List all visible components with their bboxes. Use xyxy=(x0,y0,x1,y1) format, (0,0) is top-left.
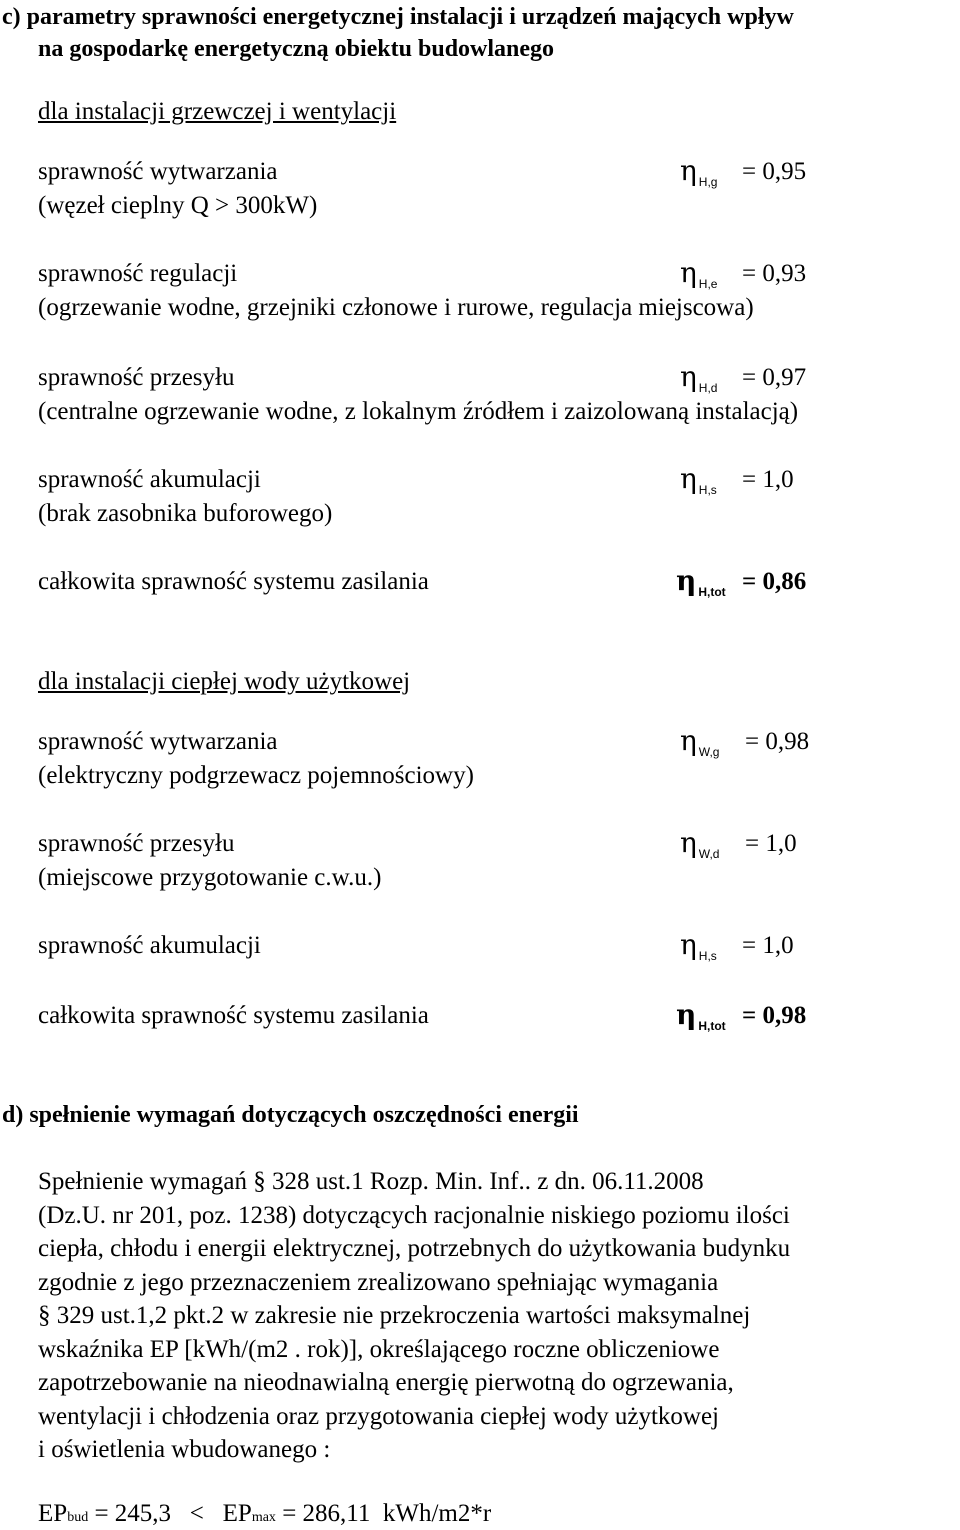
heating-row-symbol: η $_{H,e}$ xyxy=(680,256,718,291)
heating-subtitle: dla instalacji grzewczej i wentylacji xyxy=(38,98,397,125)
hot-water-row-note: (miejscowe przygotowanie c.w.u.) xyxy=(38,864,382,891)
section-d-paragraph xyxy=(38,1165,938,1467)
heating-row-value: = 1,0 xyxy=(742,466,794,493)
heating-total-value: = 0,86 xyxy=(742,568,807,595)
heating-row-symbol: η $_{H,d}$ xyxy=(680,360,718,395)
heating-row-symbol: η $_{H,s}$ xyxy=(680,462,717,497)
heating-row-note: (brak zasobnika buforowego) xyxy=(38,500,333,527)
heating-row-label: sprawność regulacji xyxy=(38,260,238,287)
section-c-title-line2: na gospodarkę energetyczną obiektu budowlanego xyxy=(38,36,555,62)
heating-row-note: (centralne ogrzewanie wodne, z lokalnym źródłem i zaizolowaną instalacją) xyxy=(38,398,799,425)
heating-row-label: sprawność przesyłu xyxy=(38,364,235,391)
hot-water-row-symbol: η $_{W,d}$ xyxy=(680,826,720,861)
section-d-title: d) spełnienie wymagań dotyczących oszczędności energii xyxy=(2,1102,579,1128)
hot-water-row-value: = 1,0 xyxy=(742,932,794,959)
paragraph-line: wskaźnika EP [kWh/(m2 . rok)], określającego roczne obliczeniowe xyxy=(38,1335,720,1363)
hot-water-row-value: = 0,98 xyxy=(745,728,810,755)
heating-row-note: (węzeł cieplny Q > 300kW) xyxy=(38,192,318,219)
paragraph-line: (Dz.U. nr 201, poz. 1238) dotyczących racjonalnie niskiego poziomu ilości xyxy=(38,1201,790,1229)
hot-water-total-label: całkowita sprawność systemu zasilania xyxy=(38,1002,429,1029)
heating-total-label: całkowita sprawność systemu zasilania xyxy=(38,568,429,595)
hot-water-row-symbol: η $_{H,s}$ xyxy=(680,928,717,963)
paragraph-line: zgodnie z jego przeznaczeniem zrealizowano spełniając wymagania xyxy=(38,1268,719,1296)
heating-row-symbol: η $_{H,g}$ xyxy=(680,154,718,189)
section-c-title-line1: c) parametry sprawności energetycznej instalacji i urządzeń mających wpływ xyxy=(2,4,794,30)
hot-water-total-value: = 0,98 xyxy=(742,1002,807,1029)
heating-row-label: sprawność akumulacji xyxy=(38,466,261,493)
hot-water-row-note: (elektryczny podgrzewacz pojemnościowy) xyxy=(38,762,474,789)
hot-water-total-symbol: η $_{H,tot}$ xyxy=(676,998,726,1033)
heating-row-value: = 0,95 xyxy=(742,158,807,185)
ep-formula: EPbud = 245,3 < EPmax = 286,11 kWh/m2*r xyxy=(38,1500,492,1527)
paragraph-line: i oświetlenia wbudowanego : xyxy=(38,1436,331,1463)
heating-row-value: = 0,93 xyxy=(742,260,807,287)
hot-water-row-label: sprawność akumulacji xyxy=(38,932,261,959)
paragraph-line: § 329 ust.1,2 pkt.2 w zakresie nie przekroczenia wartości maksymalnej xyxy=(38,1302,751,1329)
hot-water-row-symbol: η $_{W,g}$ xyxy=(680,724,720,759)
heating-row-value: = 0,97 xyxy=(742,364,807,391)
hot-water-subtitle: dla instalacji ciepłej wody użytkowej xyxy=(38,668,411,695)
hot-water-row-value: = 1,0 xyxy=(745,830,797,857)
heating-row-label: sprawność wytwarzania xyxy=(38,158,278,185)
paragraph-line: Spełnienie wymagań § 328 ust.1 Rozp. Min. Inf.. z dn. 06.11.2008 xyxy=(38,1168,704,1195)
paragraph-line: zapotrzebowanie na nieodnawialną energię pierwotną do ogrzewania, xyxy=(38,1369,734,1396)
paragraph-line: wentylacji i chłodzenia oraz przygotowania ciepłej wody użytkowej xyxy=(38,1402,719,1430)
hot-water-row-label: sprawność przesyłu xyxy=(38,830,235,857)
heating-row-note: (ogrzewanie wodne, grzejniki członowe i rurowe, regulacja miejscowa) xyxy=(38,294,754,321)
hot-water-row-label: sprawność wytwarzania xyxy=(38,728,278,755)
heating-total-symbol: η $_{H,tot}$ xyxy=(676,564,726,599)
paragraph-line: ciepła, chłodu i energii elektrycznej, potrzebnych do użytkowania budynku xyxy=(38,1235,791,1262)
